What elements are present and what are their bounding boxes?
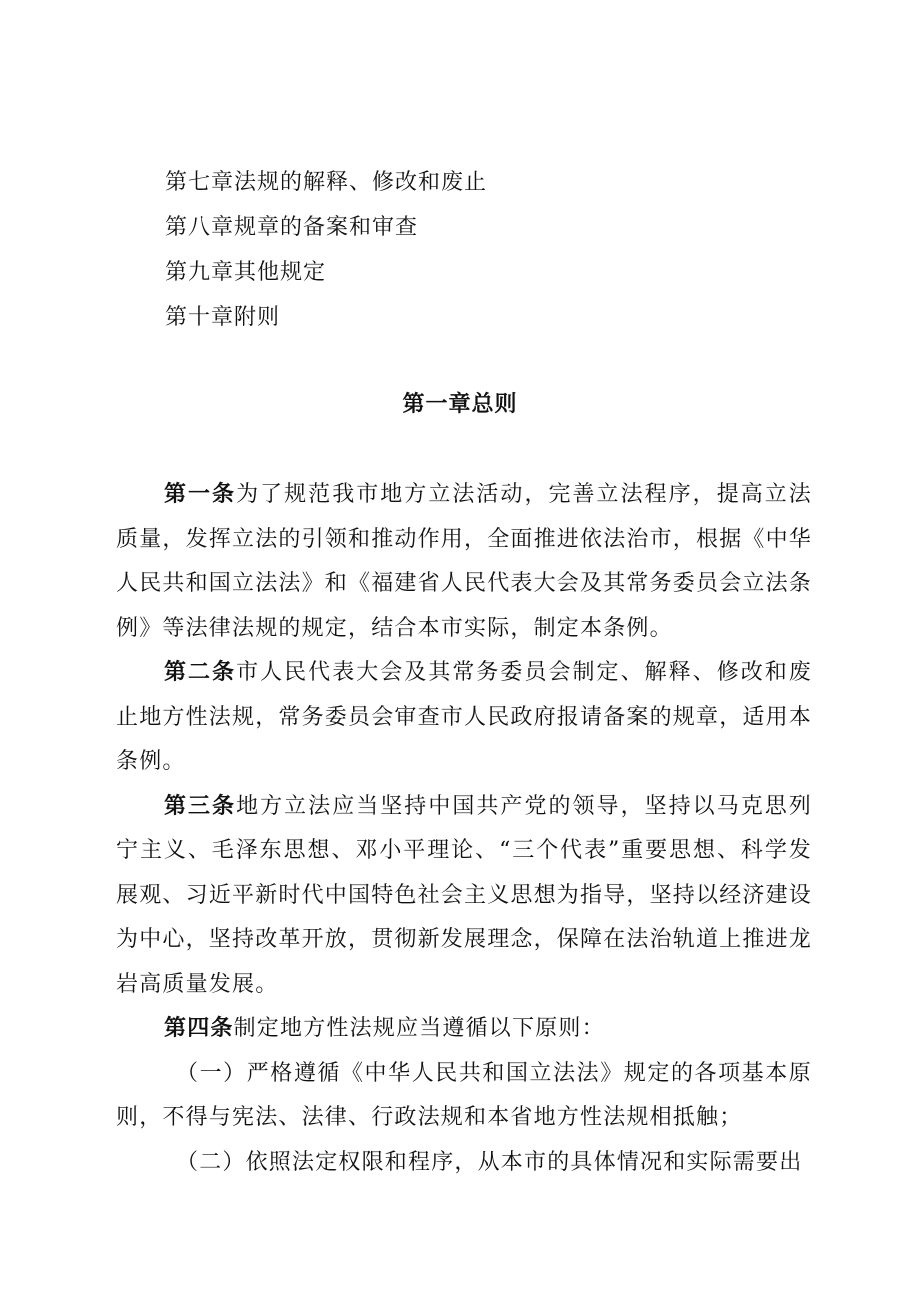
toc-item-chapter-7: 第七章法规的解释、修改和废止 <box>165 170 488 195</box>
article-4-item-1: （一）严格遵循《中华人民共和国立法法》规定的各项基本原则，不得与宪法、法律、行政法规和本省地方性法规相抵触； <box>116 1060 812 1130</box>
article-4-item-2: （二）依照法定权限和程序，从本市的具体情况和实际需要出 <box>176 1149 803 1175</box>
chapter-body <box>116 473 812 1185</box>
article-1 <box>116 473 812 651</box>
chapter-title: 第一章总则 <box>402 392 518 417</box>
article-label: 第一条 <box>164 482 237 507</box>
article-label: 第四条 <box>164 1016 234 1041</box>
article-text: 为了规范我市地方立法活动，完善立法程序，提高立法质量，发挥立法的引领和推动作用，全面推进依法治市，根据《中华人民共和国立法法》和《福建省人民代表大会及其常务委员会立法条例》等法律法规的规定，结合本市实际，制定本条例。 <box>116 482 813 641</box>
toc-item-chapter-9: 第九章其他规定 <box>165 260 327 285</box>
article-4 <box>116 1007 812 1052</box>
article-3 <box>116 785 812 1008</box>
article-2 <box>116 651 812 785</box>
article-text: 地方立法应当坚持中国共产党的领导，坚持以马克思列宁主义、毛泽东思想、邓小平理论、“三个代表”重要思想、科学发展观、习近平新时代中国特色社会主义思想为指导，坚持以经济建设为中心，坚持改革开放，贯彻新发展理念，保障在法治轨道上推进龙岩高质量发展。 <box>116 793 813 997</box>
article-label: 第二条 <box>164 660 237 685</box>
article-text: 制定地方性法规应当遵循以下原则： <box>233 1016 605 1041</box>
toc-item-chapter-10: 第十章附则 <box>165 305 281 330</box>
table-of-contents <box>165 160 765 340</box>
article-label: 第三条 <box>164 793 237 819</box>
toc-item-chapter-8: 第八章规章的备案和审查 <box>165 215 419 240</box>
article-text: 市人民代表大会及其常务委员会制定、解释、修改和废止地方性法规，常务委员会审查市人民政府报请备案的规章，适用本条例。 <box>116 660 813 774</box>
